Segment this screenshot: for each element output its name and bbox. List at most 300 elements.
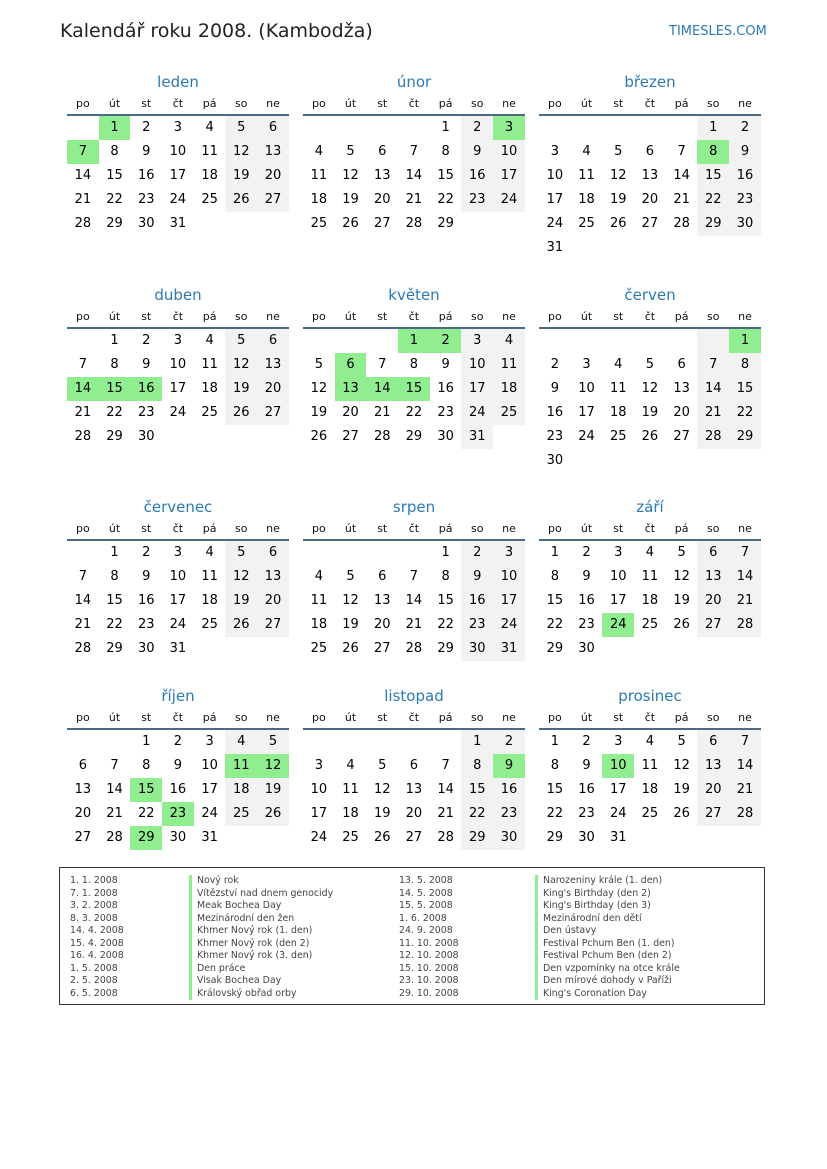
day-cell: 29 xyxy=(437,641,454,656)
day-cell: 22 xyxy=(437,617,454,632)
weekday-label: pá xyxy=(674,97,689,110)
weekday-label: út xyxy=(344,522,357,535)
weekday-header xyxy=(67,707,289,730)
day-cell: 26 xyxy=(373,830,391,845)
weekday-label: ne xyxy=(266,522,280,535)
weekday-label: čt xyxy=(172,522,184,535)
day-cell: 15 xyxy=(546,593,564,608)
day-cell: 6 xyxy=(257,329,289,353)
day-cell: 22 xyxy=(546,806,564,821)
legend-holiday-name: Festival Pchum Ben (den 2) xyxy=(535,950,680,963)
legend-holiday-name: King's Birthday (den 3) xyxy=(535,900,680,913)
day-cell: 20 xyxy=(74,806,92,821)
day-cell: 7 xyxy=(78,357,87,372)
weekday-label: út xyxy=(344,97,357,110)
empty-day-cell xyxy=(366,730,398,754)
day-cell: 20 xyxy=(257,377,289,401)
day-cell: 29 xyxy=(106,216,123,231)
weekday-label: ne xyxy=(502,310,516,323)
weekday-label: pá xyxy=(202,711,217,724)
day-cell: 22 xyxy=(405,405,423,420)
day-cell: 13 xyxy=(257,140,289,164)
empty-day-cell xyxy=(634,329,666,353)
weekday-header xyxy=(303,306,525,329)
day-cell: 7 xyxy=(441,758,450,773)
empty-day-cell xyxy=(366,541,398,565)
weekday-header xyxy=(67,306,289,329)
legend-date: 7. 1. 2008 xyxy=(70,887,118,899)
day-cell: 25 xyxy=(201,405,218,420)
legend-date: 11. 10. 2008 xyxy=(399,937,459,949)
day-cell: 3 xyxy=(582,357,591,372)
empty-day-cell xyxy=(99,730,131,754)
day-cell: 9 xyxy=(582,758,591,773)
day-cell: 17 xyxy=(493,164,525,188)
weekday-label: po xyxy=(75,97,90,110)
day-cell: 19 xyxy=(225,589,257,613)
weekday-label: so xyxy=(707,310,720,323)
legend-date: 2. 5. 2008 xyxy=(70,975,118,987)
site-brand-link[interactable]: TIMESLES.COM xyxy=(669,24,767,39)
day-cell: 17 xyxy=(169,593,187,608)
day-cell: 23 xyxy=(546,429,564,444)
day-cell: 12 xyxy=(673,758,690,773)
weekday-header xyxy=(67,518,289,541)
day-cell: 8 xyxy=(441,144,450,159)
empty-day-cell xyxy=(67,116,99,140)
day-cell: 4 xyxy=(205,545,214,560)
legend-holiday-name: Visak Bochea Day xyxy=(189,975,333,988)
day-cell: 12 xyxy=(673,569,690,584)
day-cell: 9 xyxy=(173,758,183,773)
day-cell: 25 xyxy=(310,216,328,231)
day-cell: 18 xyxy=(578,192,595,207)
holiday-day-cell: 8 xyxy=(697,140,729,164)
day-cell: 3 xyxy=(173,333,183,348)
day-cell: 1 xyxy=(441,545,450,560)
day-cell: 10 xyxy=(493,140,525,164)
day-cell: 27 xyxy=(342,429,359,444)
day-cell: 25 xyxy=(609,429,627,444)
day-cell: 27 xyxy=(641,216,659,231)
legend-date: 15. 10. 2008 xyxy=(399,962,459,974)
day-cell: 18 xyxy=(310,192,328,207)
day-cell: 12 xyxy=(609,168,627,183)
day-cell: 26 xyxy=(673,806,690,821)
empty-day-cell xyxy=(571,329,603,353)
day-cell: 1 xyxy=(550,734,559,749)
day-cell: 16 xyxy=(578,593,595,608)
weekday-label: čt xyxy=(408,97,420,110)
day-cell: 27 xyxy=(697,613,729,637)
day-grid xyxy=(539,116,761,260)
day-cell: 20 xyxy=(641,192,659,207)
day-cell: 10 xyxy=(201,758,218,773)
day-cell: 2 xyxy=(142,120,151,135)
weekday-header xyxy=(539,707,761,730)
weekday-label: ne xyxy=(738,711,752,724)
weekday-header xyxy=(539,93,761,116)
day-cell: 24 xyxy=(609,806,627,821)
day-cell: 13 xyxy=(257,565,289,589)
day-cell: 18 xyxy=(609,405,627,420)
day-cell: 8 xyxy=(110,144,119,159)
weekday-label: so xyxy=(471,711,484,724)
day-cell: 30 xyxy=(578,830,595,845)
legend-date: 12. 10. 2008 xyxy=(399,950,459,962)
day-cell: 6 xyxy=(78,758,87,773)
day-cell: 11 xyxy=(641,569,659,584)
day-cell: 13 xyxy=(74,782,92,797)
day-cell: 9 xyxy=(441,357,450,372)
legend-holiday-name: Khmer Nový rok (1. den) xyxy=(189,925,333,938)
weekday-label: po xyxy=(75,522,90,535)
month-říjen xyxy=(67,685,289,850)
weekday-label: po xyxy=(311,711,326,724)
weekday-header xyxy=(303,518,525,541)
weekday-label: čt xyxy=(172,310,184,323)
day-cell: 23 xyxy=(137,192,155,207)
legend-holiday-name: Narozeniny krále (1. den) xyxy=(535,875,680,888)
day-cell: 19 xyxy=(257,778,289,802)
weekday-label: po xyxy=(547,522,562,535)
weekday-label: čt xyxy=(408,711,420,724)
day-cell: 2 xyxy=(582,545,591,560)
day-cell: 9 xyxy=(142,144,151,159)
weekday-label: út xyxy=(108,522,121,535)
day-cell: 2 xyxy=(142,545,151,560)
day-cell: 3 xyxy=(461,329,493,353)
day-cell: 28 xyxy=(729,802,761,826)
day-cell: 3 xyxy=(205,734,214,749)
day-cell: 14 xyxy=(106,782,123,797)
holiday-day-cell: 9 xyxy=(493,754,525,778)
day-cell: 11 xyxy=(342,782,359,797)
weekday-label: út xyxy=(580,711,593,724)
day-cell: 27 xyxy=(673,429,690,444)
day-cell: 10 xyxy=(609,569,627,584)
weekday-label: ne xyxy=(502,522,516,535)
weekday-label: út xyxy=(108,711,121,724)
day-cell: 6 xyxy=(409,758,419,773)
weekday-header xyxy=(539,306,761,329)
weekday-label: so xyxy=(707,97,720,110)
day-cell: 18 xyxy=(641,782,659,797)
day-cell: 4 xyxy=(225,730,257,754)
day-cell: 5 xyxy=(346,569,355,584)
day-cell: 24 xyxy=(493,188,525,212)
day-cell: 23 xyxy=(578,806,595,821)
day-cell: 21 xyxy=(729,589,761,613)
day-grid xyxy=(67,541,289,661)
day-cell: 16 xyxy=(493,778,525,802)
day-cell: 25 xyxy=(493,401,525,425)
day-cell: 12 xyxy=(342,168,359,183)
month-únor xyxy=(303,71,525,236)
day-cell: 26 xyxy=(310,429,328,444)
day-grid xyxy=(539,541,761,661)
holiday-day-cell: 12 xyxy=(257,754,289,778)
day-cell: 5 xyxy=(677,545,686,560)
day-cell: 29 xyxy=(697,212,729,236)
day-cell: 4 xyxy=(205,120,214,135)
weekday-header xyxy=(303,707,525,730)
day-cell: 22 xyxy=(461,802,493,826)
day-cell: 31 xyxy=(546,240,564,255)
holiday-day-cell: 7 xyxy=(67,140,99,164)
day-cell: 2 xyxy=(550,357,559,372)
day-cell: 23 xyxy=(578,617,595,632)
holiday-day-cell: 15 xyxy=(130,778,162,802)
day-cell: 28 xyxy=(673,216,690,231)
weekday-label: út xyxy=(344,711,357,724)
day-cell: 5 xyxy=(346,144,355,159)
day-grid xyxy=(67,116,289,236)
day-cell: 5 xyxy=(314,357,323,372)
empty-day-cell xyxy=(67,329,99,353)
day-cell: 31 xyxy=(169,216,187,231)
day-cell: 13 xyxy=(373,168,391,183)
day-cell: 8 xyxy=(461,754,493,778)
day-cell: 11 xyxy=(578,168,595,183)
weekday-label: út xyxy=(108,97,121,110)
day-cell: 24 xyxy=(493,613,525,637)
weekday-label: st xyxy=(141,711,152,724)
day-cell: 16 xyxy=(137,593,155,608)
day-cell: 10 xyxy=(169,144,187,159)
empty-day-cell xyxy=(430,730,462,754)
day-cell: 21 xyxy=(437,806,454,821)
day-cell: 11 xyxy=(310,593,328,608)
weekday-label: čt xyxy=(408,310,420,323)
month-name: červen xyxy=(624,286,676,304)
weekday-label: ne xyxy=(738,97,752,110)
day-cell: 6 xyxy=(257,116,289,140)
day-cell: 21 xyxy=(697,401,729,425)
weekday-label: ne xyxy=(738,310,752,323)
weekday-label: st xyxy=(377,97,388,110)
day-cell: 16 xyxy=(461,164,493,188)
weekday-label: čt xyxy=(644,711,656,724)
day-cell: 23 xyxy=(137,405,155,420)
day-cell: 15 xyxy=(106,593,123,608)
day-cell: 28 xyxy=(697,425,729,449)
day-cell: 30 xyxy=(137,641,155,656)
day-cell: 22 xyxy=(437,192,454,207)
day-cell: 29 xyxy=(437,216,454,231)
holiday-day-cell: 29 xyxy=(130,826,162,850)
month-červenec xyxy=(67,496,289,661)
day-cell: 13 xyxy=(373,593,391,608)
day-cell: 17 xyxy=(310,806,328,821)
month-září xyxy=(539,496,761,661)
day-cell: 20 xyxy=(373,192,391,207)
day-cell: 4 xyxy=(645,734,655,749)
weekday-label: pá xyxy=(438,97,453,110)
day-cell: 7 xyxy=(110,758,119,773)
day-cell: 31 xyxy=(169,641,187,656)
day-cell: 24 xyxy=(169,617,187,632)
legend-date: 14. 5. 2008 xyxy=(399,887,453,899)
day-cell: 12 xyxy=(641,381,659,396)
day-cell: 7 xyxy=(729,730,761,754)
day-cell: 12 xyxy=(225,353,257,377)
day-cell: 16 xyxy=(437,381,454,396)
weekday-label: ne xyxy=(266,711,280,724)
weekday-label: st xyxy=(377,522,388,535)
day-cell: 11 xyxy=(201,357,218,372)
day-grid xyxy=(303,116,525,236)
month-duben xyxy=(67,284,289,449)
day-cell: 4 xyxy=(614,357,623,372)
month-name: červenec xyxy=(143,498,213,516)
day-cell: 4 xyxy=(582,144,591,159)
weekday-label: ne xyxy=(502,711,516,724)
day-cell: 26 xyxy=(641,429,659,444)
day-cell: 29 xyxy=(405,429,423,444)
holiday-day-cell: 13 xyxy=(335,377,367,401)
legend-holiday-name: Den práce xyxy=(189,963,333,976)
day-cell: 10 xyxy=(578,381,595,396)
day-cell: 9 xyxy=(142,569,151,584)
weekday-label: čt xyxy=(172,97,184,110)
weekday-label: so xyxy=(235,97,248,110)
day-cell: 3 xyxy=(173,120,183,135)
day-cell: 15 xyxy=(106,168,123,183)
day-cell: 2 xyxy=(461,541,493,565)
day-cell: 4 xyxy=(346,758,355,773)
empty-day-cell xyxy=(366,329,398,353)
weekday-label: pá xyxy=(674,711,689,724)
day-cell: 21 xyxy=(673,192,690,207)
day-cell: 21 xyxy=(373,405,391,420)
legend-holiday-name: Festival Pchum Ben (1. den) xyxy=(535,938,680,951)
day-cell: 7 xyxy=(729,541,761,565)
weekday-label: ne xyxy=(502,97,516,110)
day-cell: 17 xyxy=(578,405,595,420)
day-cell: 14 xyxy=(697,377,729,401)
day-cell: 30 xyxy=(493,826,525,850)
month-name: listopad xyxy=(384,687,444,705)
day-cell: 26 xyxy=(342,216,359,231)
day-cell: 2 xyxy=(461,116,493,140)
empty-day-cell xyxy=(335,541,367,565)
day-cell: 24 xyxy=(461,401,493,425)
empty-day-cell xyxy=(697,329,729,353)
day-cell: 20 xyxy=(697,589,729,613)
day-cell: 14 xyxy=(729,754,761,778)
day-cell: 1 xyxy=(550,545,559,560)
weekday-label: so xyxy=(471,310,484,323)
day-cell: 28 xyxy=(74,216,92,231)
weekday-label: st xyxy=(613,711,624,724)
holiday-day-cell: 14 xyxy=(67,377,99,401)
month-červen xyxy=(539,284,761,473)
day-cell: 6 xyxy=(697,541,729,565)
legend-holiday-name: Mezinárodní den dětí xyxy=(535,913,680,926)
day-cell: 22 xyxy=(729,401,761,425)
day-cell: 5 xyxy=(614,144,623,159)
day-cell: 19 xyxy=(225,164,257,188)
day-cell: 21 xyxy=(74,405,92,420)
day-cell: 29 xyxy=(546,830,564,845)
day-cell: 11 xyxy=(201,144,218,159)
legend-holiday-name: King's Birthday (den 2) xyxy=(535,888,680,901)
holiday-day-cell: 24 xyxy=(602,613,634,637)
day-cell: 9 xyxy=(461,140,493,164)
legend-holiday-name: Mezinárodní den žen xyxy=(189,913,333,926)
day-cell: 19 xyxy=(673,593,690,608)
weekday-label: út xyxy=(108,310,121,323)
month-name: září xyxy=(636,498,664,516)
day-cell: 25 xyxy=(310,641,328,656)
day-cell: 4 xyxy=(314,144,323,159)
day-cell: 24 xyxy=(201,806,218,821)
day-cell: 13 xyxy=(641,168,659,183)
day-cell: 30 xyxy=(546,453,564,468)
day-cell: 1 xyxy=(110,545,119,560)
day-cell: 30 xyxy=(729,212,761,236)
day-cell: 15 xyxy=(546,782,564,797)
weekday-label: so xyxy=(235,711,248,724)
day-cell: 8 xyxy=(409,357,419,372)
day-cell: 30 xyxy=(169,830,187,845)
day-cell: 22 xyxy=(546,617,564,632)
weekday-label: po xyxy=(75,711,90,724)
day-cell: 3 xyxy=(614,734,623,749)
day-cell: 18 xyxy=(493,377,525,401)
day-cell: 10 xyxy=(546,168,564,183)
weekday-label: pá xyxy=(202,97,217,110)
day-cell: 22 xyxy=(106,405,123,420)
day-cell: 23 xyxy=(461,613,493,637)
weekday-label: ne xyxy=(266,97,280,110)
day-cell: 28 xyxy=(729,613,761,637)
day-cell: 23 xyxy=(137,617,155,632)
legend-holiday-name: Den ústavy xyxy=(535,925,680,938)
day-cell: 19 xyxy=(673,782,690,797)
day-cell: 7 xyxy=(78,569,87,584)
day-cell: 5 xyxy=(378,758,387,773)
day-cell: 7 xyxy=(697,353,729,377)
day-cell: 28 xyxy=(106,830,123,845)
day-cell: 14 xyxy=(74,593,92,608)
empty-day-cell xyxy=(666,329,698,353)
weekday-label: st xyxy=(141,522,152,535)
holiday-day-cell: 6 xyxy=(335,353,367,377)
day-cell: 19 xyxy=(641,405,659,420)
day-cell: 9 xyxy=(550,381,559,396)
day-cell: 14 xyxy=(729,565,761,589)
legend-date: 1. 6. 2008 xyxy=(399,912,447,924)
weekday-label: so xyxy=(707,711,720,724)
day-cell: 9 xyxy=(729,140,761,164)
day-cell: 10 xyxy=(493,565,525,589)
day-cell: 2 xyxy=(729,116,761,140)
month-květen xyxy=(303,284,525,449)
day-grid xyxy=(539,329,761,473)
holiday-day-cell: 15 xyxy=(398,377,430,401)
day-cell: 9 xyxy=(142,357,151,372)
legend-date: 23. 10. 2008 xyxy=(399,975,459,987)
day-cell: 21 xyxy=(106,806,123,821)
empty-day-cell xyxy=(303,116,335,140)
weekday-label: so xyxy=(235,522,248,535)
holiday-day-cell: 1 xyxy=(398,329,430,353)
holiday-day-cell: 10 xyxy=(602,754,634,778)
day-cell: 7 xyxy=(409,569,419,584)
day-cell: 22 xyxy=(106,617,123,632)
